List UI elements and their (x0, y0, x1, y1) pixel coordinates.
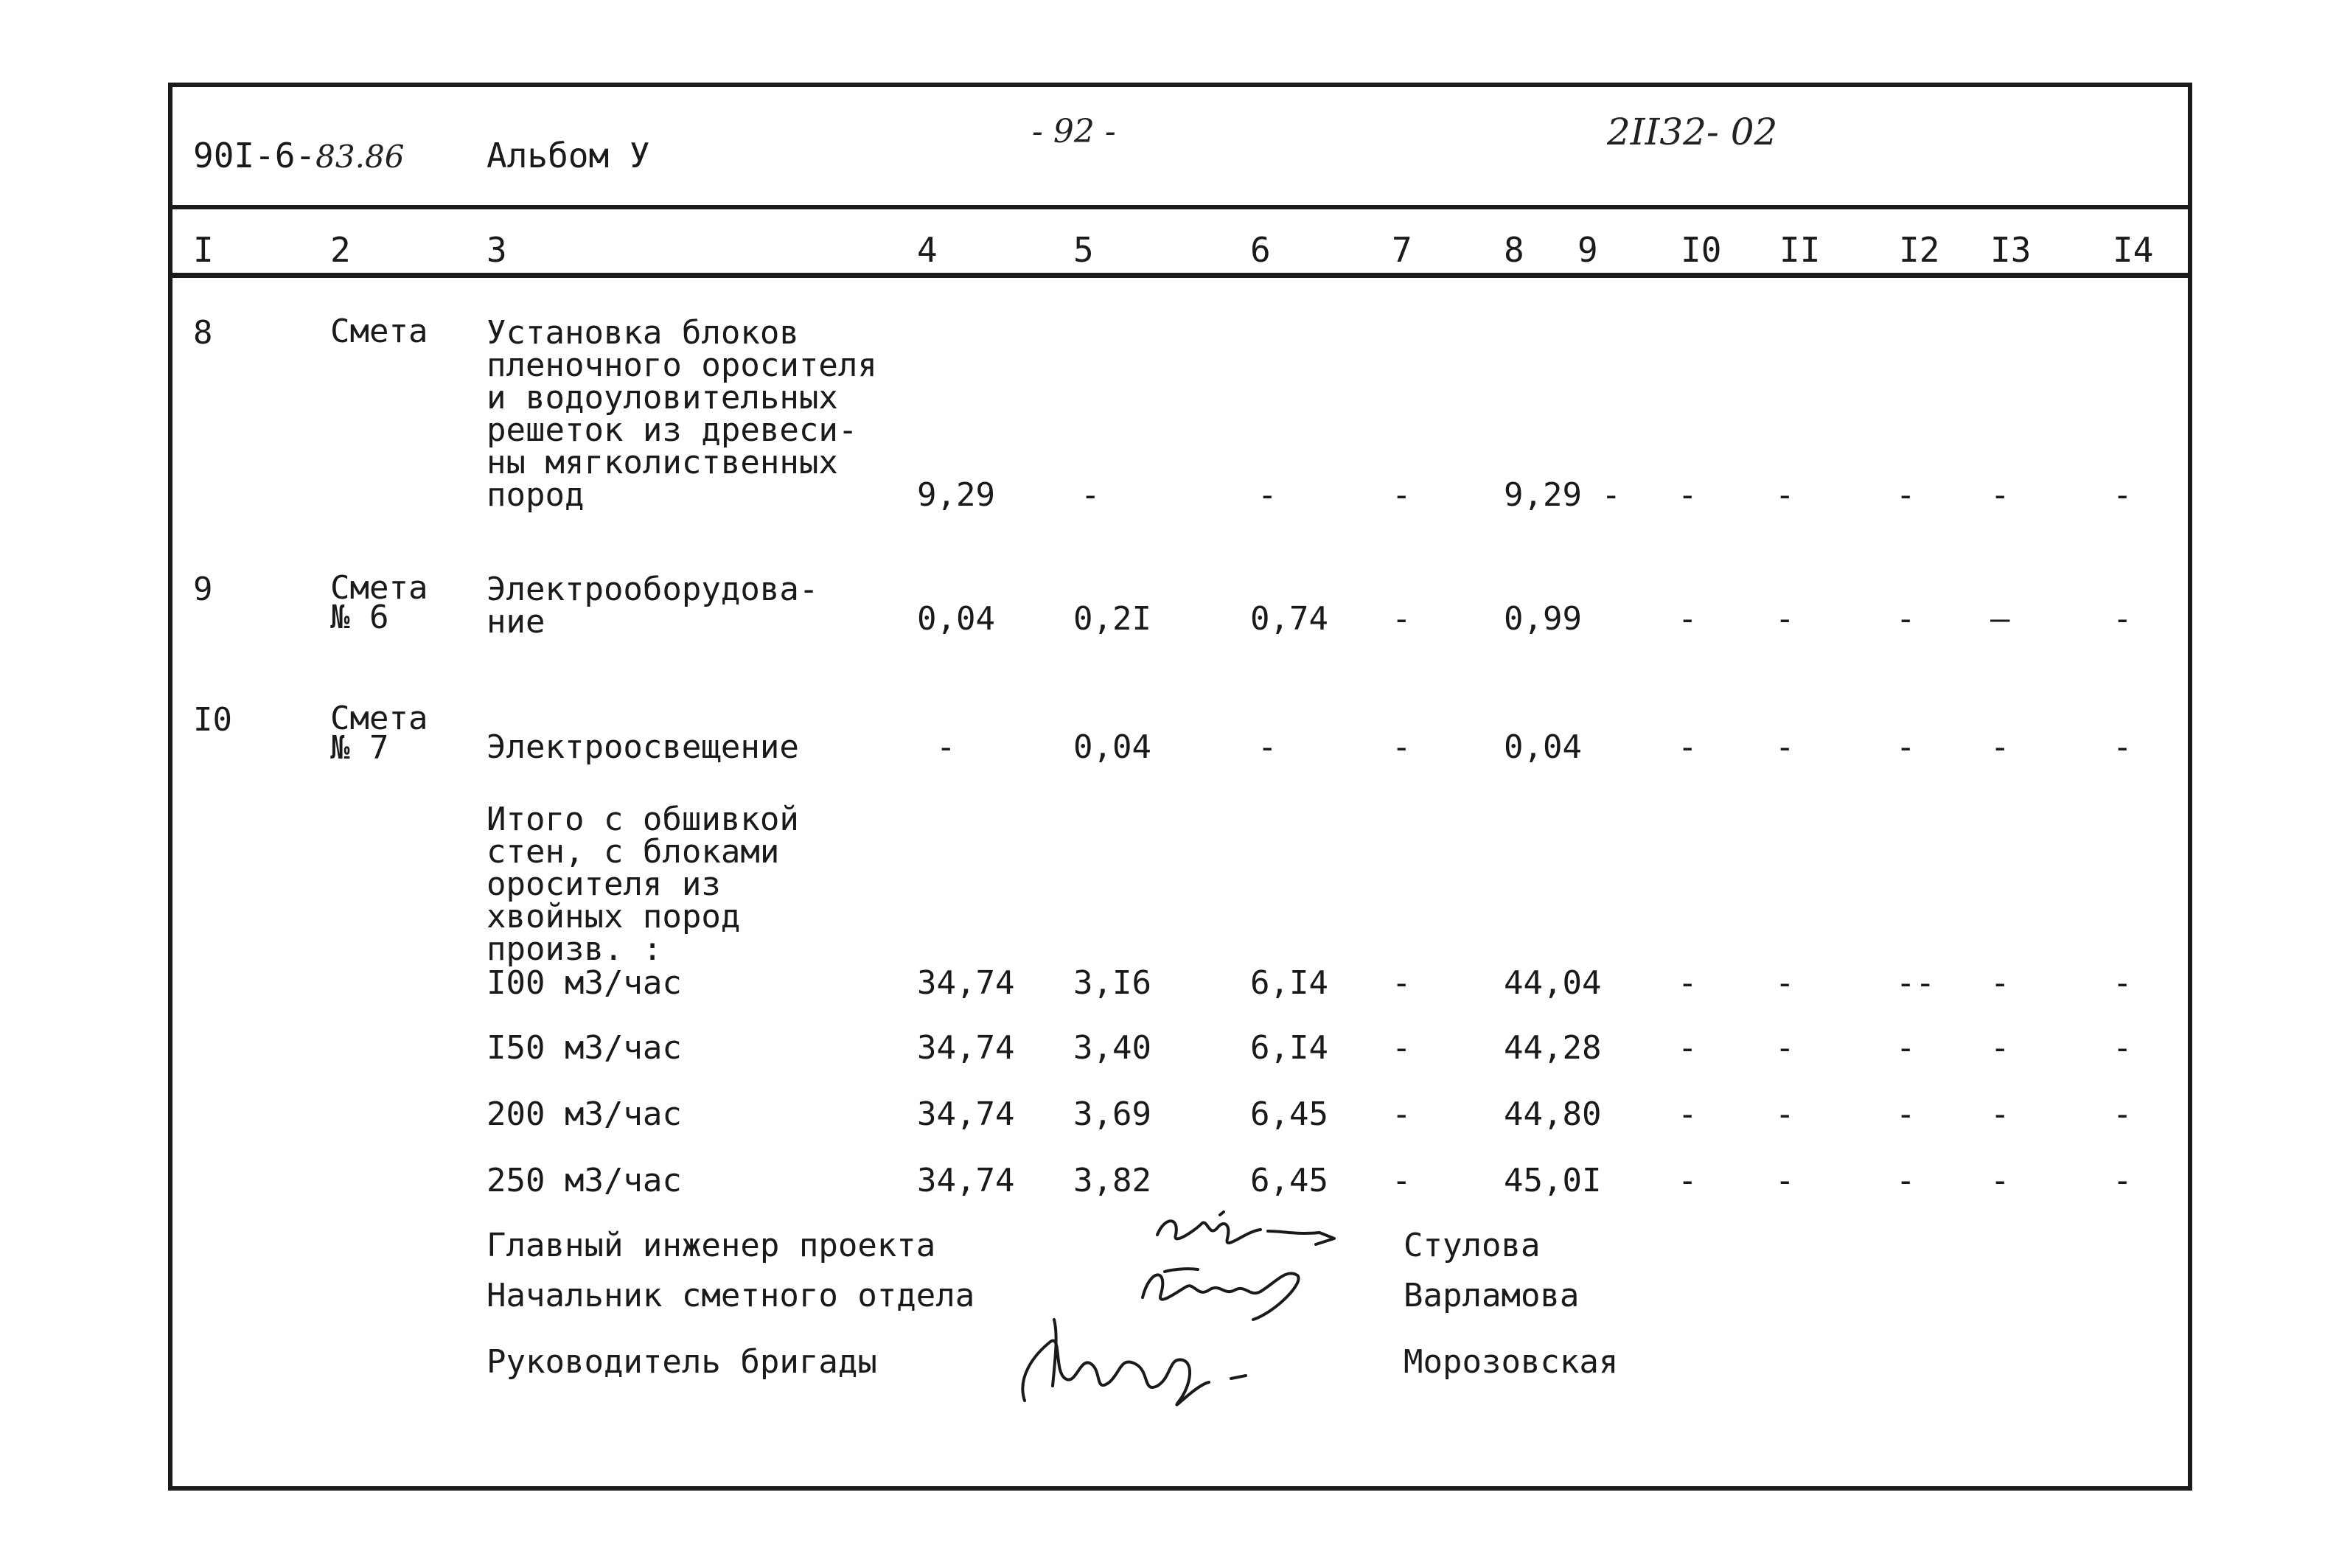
total-value-13: - (1990, 1095, 2010, 1133)
total-value-13: - (1990, 964, 2010, 1002)
total-value-14: - (2113, 1095, 2133, 1133)
total-value-4: 34,74 (917, 1162, 1015, 1199)
row-value-7: - (1392, 728, 1412, 766)
row-number: I0 (193, 701, 232, 739)
row-value-4: 0,04 (917, 600, 995, 638)
total-value-8: 44,80 (1504, 1095, 1602, 1133)
signature-name: Морозовская (1404, 1343, 1619, 1381)
column-header-10: I0 (1681, 230, 1722, 270)
row-value-13: - (1990, 728, 2010, 766)
total-row-label: I00 м3/час (487, 964, 682, 1002)
total-value-8: 44,28 (1504, 1029, 1602, 1067)
row-value-11: - (1775, 600, 1795, 638)
total-value-14: - (2113, 1162, 2133, 1199)
total-value-12: - (1896, 1095, 1916, 1133)
total-value-12: - (1896, 1029, 1916, 1067)
total-value-10: - (1678, 1095, 1698, 1133)
row-value-12: - (1896, 728, 1916, 766)
row-value-6: - (1258, 476, 1277, 514)
column-header-3: 3 (487, 230, 507, 270)
signature-morozovskaya (1010, 1312, 1290, 1423)
row-value-12: - (1896, 600, 1916, 638)
total-value-5: 3,69 (1073, 1095, 1151, 1133)
row-source: Смета № 7 (330, 700, 428, 767)
total-value-11: - (1775, 1162, 1795, 1199)
total-value-6: 6,I4 (1250, 964, 1328, 1002)
total-value-4: 34,74 (917, 1095, 1015, 1133)
total-value-4: 34,74 (917, 964, 1015, 1002)
row-value-7: - (1392, 600, 1412, 638)
signature-role: Начальник сметного отдела (487, 1277, 975, 1314)
row-value-8: 0,04 (1504, 728, 1582, 766)
total-label: Итого с обшивкой стен, с блоками оросителя из хвойных пород произв. : (487, 801, 799, 968)
column-header-13: I3 (1990, 230, 2032, 270)
total-value-6: 6,I4 (1250, 1029, 1328, 1067)
row-value-5: 0,04 (1073, 728, 1151, 766)
total-value-12: -- (1896, 964, 1935, 1002)
row-number: 8 (193, 314, 213, 352)
total-value-13: - (1990, 1162, 2010, 1199)
total-value-10: - (1678, 1162, 1698, 1199)
total-value-8: 45,0I (1504, 1162, 1602, 1199)
total-value-11: - (1775, 1029, 1795, 1067)
signature-stulova (1150, 1202, 1342, 1253)
column-header-5: 5 (1073, 230, 1094, 270)
document-code (193, 136, 405, 175)
column-header-4: 4 (917, 230, 938, 270)
total-value-6: 6,45 (1250, 1095, 1328, 1133)
total-value-13: - (1990, 1029, 2010, 1067)
total-value-7: - (1392, 1095, 1412, 1133)
row-value-5: - (1081, 476, 1101, 514)
header-rule (172, 205, 2188, 209)
row-value-6: - (1258, 728, 1277, 766)
page-number: - 92 - (1032, 113, 1116, 150)
column-header-9: 9 (1577, 230, 1598, 270)
total-value-11: - (1775, 1095, 1795, 1133)
row-value-13: — (1990, 600, 2010, 638)
row-source: Смета № 6 (330, 569, 428, 636)
column-header-2: 2 (330, 230, 351, 270)
total-value-5: 3,82 (1073, 1162, 1151, 1199)
column-header-11: II (1779, 230, 1821, 270)
row-value-14: - (2113, 476, 2133, 514)
row-value-14: - (2113, 728, 2133, 766)
total-value-4: 34,74 (917, 1029, 1015, 1067)
row-description: Электроосвещение (487, 728, 799, 766)
signature-name: Варламова (1404, 1277, 1580, 1314)
total-row-label: 250 м3/час (487, 1162, 682, 1199)
row-value-10: - (1678, 476, 1698, 514)
total-value-6: 6,45 (1250, 1162, 1328, 1199)
row-value-11: - (1775, 476, 1795, 514)
row-description: Электрооборудова- ние (487, 571, 819, 641)
signature-role: Руководитель бригады (487, 1343, 877, 1381)
row-value-5: 0,2I (1073, 600, 1151, 638)
total-value-8: 44,04 (1504, 964, 1602, 1002)
column-header-6: 6 (1250, 230, 1271, 270)
total-value-10: - (1678, 964, 1698, 1002)
total-value-5: 3,I6 (1073, 964, 1151, 1002)
total-row-label: 200 м3/час (487, 1095, 682, 1133)
column-header-1: I (193, 230, 214, 270)
row-value-12: - (1896, 476, 1916, 514)
total-value-7: - (1392, 964, 1412, 1002)
row-value-13: - (1990, 476, 2010, 514)
row-description: Установка блоков пленочного оросителя и водоуловительных решеток из древеси- ны мягколиственных пород (487, 314, 877, 514)
document-number: 2II32- 02 (1607, 111, 1778, 153)
total-value-7: - (1392, 1029, 1412, 1067)
row-value-8: 9,29 - (1504, 476, 1621, 514)
total-value-12: - (1896, 1162, 1916, 1199)
total-value-14: - (2113, 1029, 2133, 1067)
row-number: 9 (193, 571, 213, 608)
row-value-7: - (1392, 476, 1412, 514)
signature-role: Главный инженер проекта (487, 1227, 936, 1264)
column-header-rule (172, 273, 2188, 278)
column-header-7: 7 (1392, 230, 1412, 270)
row-value-10: - (1678, 728, 1698, 766)
total-value-10: - (1678, 1029, 1698, 1067)
document-code-prefix: 90I-6- (193, 136, 316, 175)
signature-name: Стулова (1404, 1227, 1541, 1264)
row-value-14: - (2113, 600, 2133, 638)
total-value-7: - (1392, 1162, 1412, 1199)
total-row-label: I50 м3/час (487, 1029, 682, 1067)
row-value-10: - (1678, 600, 1698, 638)
row-value-8: 0,99 (1504, 600, 1582, 638)
row-value-6: 0,74 (1250, 600, 1328, 638)
row-value-4: 9,29 (917, 476, 995, 514)
row-value-11: - (1775, 728, 1795, 766)
album-label: Альбом У (487, 136, 650, 175)
row-value-4: - (936, 728, 956, 766)
total-value-14: - (2113, 964, 2133, 1002)
column-header-8: 8 (1504, 230, 1524, 270)
total-value-5: 3,40 (1073, 1029, 1151, 1067)
column-header-14: I4 (2113, 230, 2154, 270)
document-code-handwritten: 83.86 (315, 139, 405, 175)
column-header-12: I2 (1899, 230, 1940, 270)
total-value-11: - (1775, 964, 1795, 1002)
row-source: Смета (330, 313, 428, 350)
